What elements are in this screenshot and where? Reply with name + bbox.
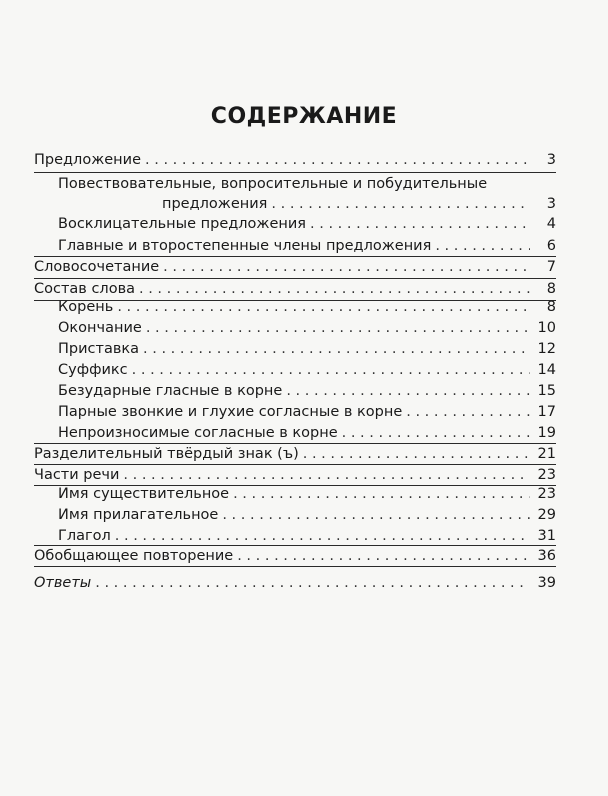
toc-leader bbox=[132, 360, 530, 380]
toc-leader bbox=[95, 573, 530, 593]
toc-item-label: Приставка bbox=[58, 341, 140, 357]
toc-item-page: 15 bbox=[537, 383, 556, 399]
toc-item-label: Предложение bbox=[34, 152, 142, 168]
toc-item-page: 12 bbox=[537, 341, 556, 357]
toc-leader bbox=[123, 465, 530, 485]
toc-item-label: Части речи bbox=[34, 467, 120, 483]
toc-item-label: Состав слова bbox=[34, 281, 135, 297]
toc-item-label: Обобщающее повторение bbox=[34, 548, 234, 564]
toc-item-label-line1: Повествовательные, вопросительные и побудительные bbox=[58, 176, 488, 192]
toc-leader bbox=[163, 257, 530, 277]
toc-leader bbox=[271, 194, 530, 214]
toc-item-page: 6 bbox=[546, 238, 556, 254]
page-title: СОДЕРЖАНИЕ bbox=[210, 104, 398, 129]
toc-item[interactable] bbox=[58, 214, 556, 234]
toc-item-page: 19 bbox=[537, 425, 556, 441]
toc-item[interactable] bbox=[34, 150, 556, 170]
toc-item[interactable] bbox=[58, 423, 556, 443]
toc-item[interactable] bbox=[58, 236, 556, 256]
toc-leader bbox=[117, 297, 530, 317]
toc-item-label: Суффикс bbox=[58, 362, 128, 378]
toc-item-label: Корень bbox=[58, 299, 114, 315]
toc-item-label: Безударные гласные в корне bbox=[58, 383, 283, 399]
toc-item[interactable] bbox=[58, 505, 556, 525]
toc-item-page: 4 bbox=[546, 216, 556, 232]
toc-item[interactable] bbox=[34, 444, 556, 464]
toc-item-label: Восклицательные предложения bbox=[58, 216, 307, 232]
toc-item[interactable] bbox=[34, 573, 556, 593]
toc-item[interactable] bbox=[34, 465, 556, 485]
toc-leader bbox=[286, 381, 530, 401]
toc-item-page: 14 bbox=[537, 362, 556, 378]
toc-leader bbox=[143, 339, 530, 359]
toc-item-label: предложения bbox=[162, 196, 268, 212]
toc-item[interactable] bbox=[34, 546, 556, 566]
toc-leader bbox=[237, 546, 530, 566]
toc-item-page: 8 bbox=[546, 299, 556, 315]
toc-item[interactable] bbox=[58, 360, 556, 380]
toc-leader bbox=[342, 423, 530, 443]
toc-item-page: 36 bbox=[537, 548, 556, 564]
toc-item-label: Словосочетание bbox=[34, 259, 160, 275]
toc-leader bbox=[435, 236, 530, 256]
toc-item-label: Главные и второстепенные члены предложения bbox=[58, 238, 432, 254]
toc-item-page: 10 bbox=[537, 320, 556, 336]
toc-item[interactable] bbox=[34, 279, 556, 299]
section-divider bbox=[34, 566, 556, 567]
toc-item-label: Парные звонкие и глухие согласные в корне bbox=[58, 404, 403, 420]
toc-item-label: Непроизносимые согласные в корне bbox=[58, 425, 338, 441]
toc-item-label: Глагол bbox=[58, 528, 111, 544]
toc-leader bbox=[303, 444, 530, 464]
toc-item-label: Ответы bbox=[34, 575, 92, 591]
toc-leader bbox=[139, 279, 530, 299]
toc-item[interactable] bbox=[58, 402, 556, 422]
toc-item-page: 3 bbox=[546, 196, 556, 212]
toc-item-page: 3 bbox=[546, 152, 556, 168]
toc-leader bbox=[222, 505, 530, 525]
toc-item-page: 21 bbox=[537, 446, 556, 462]
toc-item-label: Разделительный твёрдый знак (ъ) bbox=[34, 446, 299, 462]
toc-leader bbox=[406, 402, 530, 422]
toc-item-page: 29 bbox=[537, 507, 556, 523]
toc-leader bbox=[115, 526, 530, 546]
toc-item-page: 39 bbox=[537, 575, 556, 591]
toc-leader bbox=[233, 484, 530, 504]
toc-leader bbox=[146, 318, 530, 338]
toc-item[interactable] bbox=[34, 257, 556, 277]
toc-item-page: 7 bbox=[546, 259, 556, 275]
toc-item-label: Имя прилагательное bbox=[58, 507, 219, 523]
section-divider bbox=[34, 172, 556, 173]
toc-item[interactable] bbox=[162, 194, 556, 214]
toc-leader bbox=[310, 214, 530, 234]
toc-item[interactable] bbox=[58, 526, 556, 546]
toc-item-label: Имя существительное bbox=[58, 486, 230, 502]
toc-item-label: Окончание bbox=[58, 320, 142, 336]
toc-item-page: 8 bbox=[546, 281, 556, 297]
toc-item[interactable] bbox=[58, 339, 556, 359]
toc-item-page: 31 bbox=[537, 528, 556, 544]
toc-item[interactable] bbox=[58, 381, 556, 401]
toc-item-page: 23 bbox=[537, 467, 556, 483]
toc-item-page: 23 bbox=[537, 486, 556, 502]
toc-item[interactable] bbox=[58, 318, 556, 338]
toc-item[interactable] bbox=[58, 484, 556, 504]
toc-item[interactable] bbox=[58, 297, 556, 317]
toc-leader bbox=[145, 150, 530, 170]
toc-item-page: 17 bbox=[537, 404, 556, 420]
